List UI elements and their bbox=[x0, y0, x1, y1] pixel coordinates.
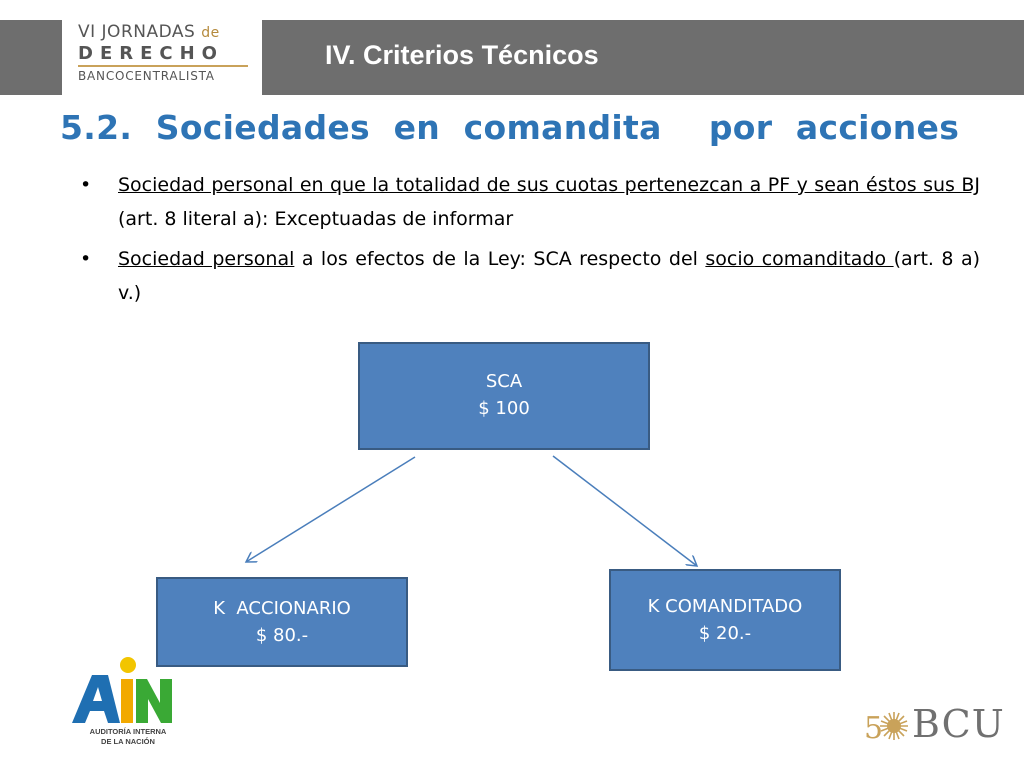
bcu-logo-text: BCU bbox=[912, 702, 1005, 746]
bullet-2-text-middle: a los efectos de la Ley: SCA respecto del bbox=[294, 248, 706, 270]
logo-line-3: BANCOCENTRALISTA bbox=[78, 69, 215, 83]
node-sca-label: SCA bbox=[485, 371, 523, 392]
bullet-1-underlined-text: Sociedad personal en que la totalidad de sus cuotas pertenezcan a PF y sean éstos sus BJ bbox=[118, 174, 980, 196]
logo-line-1-suffix: de bbox=[201, 25, 220, 41]
arrow-to-accionario bbox=[246, 457, 415, 562]
ain-caption bbox=[78, 727, 178, 747]
svg-text:5: 5 bbox=[864, 711, 884, 746]
section-title: IV. Criterios Técnicos bbox=[325, 40, 599, 70]
node-k-accionario bbox=[156, 577, 408, 667]
bullet-symbol: • bbox=[80, 248, 92, 270]
node-k-comanditado-label: K COMANDITADO bbox=[647, 596, 803, 617]
node-k-accionario-value: $ 80.- bbox=[255, 625, 309, 646]
bullet-1-text: (art. 8 literal a): Exceptuadas de informar bbox=[118, 208, 514, 230]
bullet-2-underlined-text-2: socio comanditado bbox=[705, 248, 894, 270]
node-k-comanditado-value: $ 20.- bbox=[698, 623, 752, 644]
logo-line-2: DERECHO bbox=[78, 43, 224, 64]
node-sca-value: $ 100 bbox=[478, 398, 530, 419]
logo-line-1: VI JORNADAS bbox=[78, 22, 196, 42]
ain-caption-line-1: AUDITORÍA INTERNA bbox=[89, 727, 167, 736]
ain-caption-line-2: DE LA NACIÓN bbox=[101, 737, 155, 746]
bullet-symbol: • bbox=[80, 174, 92, 196]
ain-logo-i bbox=[121, 679, 133, 723]
ain-logo-n bbox=[136, 679, 172, 723]
arrow-to-comanditado bbox=[553, 456, 697, 566]
slide-title: 5.2. Sociedades en comandita por acciones bbox=[60, 108, 960, 147]
bullet-2-underlined-text-1: Sociedad personal bbox=[118, 248, 295, 270]
node-k-comanditado bbox=[609, 569, 841, 671]
ain-logo-a bbox=[72, 675, 120, 723]
bullet-2-text-end: (art. 8 a) v.) bbox=[118, 248, 980, 304]
ain-logo-dot bbox=[120, 657, 136, 673]
node-sca bbox=[358, 342, 650, 450]
node-k-accionario-label: K ACCIONARIO bbox=[213, 598, 351, 619]
